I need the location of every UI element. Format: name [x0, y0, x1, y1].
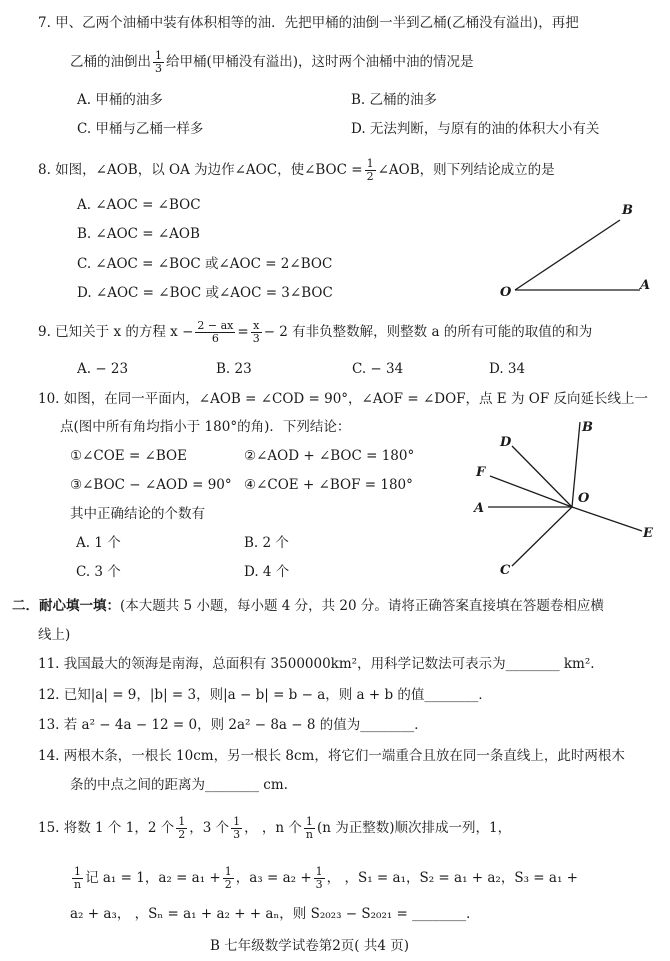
ray-of: [490, 476, 572, 507]
frac-den: n: [305, 828, 313, 841]
q8-angle-figure: [490, 196, 660, 306]
label-f: F: [476, 465, 486, 480]
q15-text: ， ，n 个: [244, 820, 302, 836]
q15-text: (n 为正整数)顺次排成一列，1，: [316, 820, 512, 836]
fraction: [223, 866, 234, 891]
frac-num: 1: [366, 157, 374, 170]
q15-line2: [70, 866, 578, 891]
frac-num: 1: [72, 866, 83, 879]
frac-den: n: [74, 878, 82, 891]
q7-option-b: B. 乙桶的油多: [351, 92, 438, 108]
fraction: [153, 50, 164, 75]
ray-oc: [512, 507, 572, 566]
label-b: B: [622, 203, 633, 218]
q15-text: 记 a₁ = 1，a₂ = a₁ +: [85, 870, 221, 886]
frac-num: 1: [304, 816, 315, 829]
frac-num: x: [251, 320, 262, 333]
label-a: A: [640, 278, 651, 293]
q7-option-c: C. 甲桶与乙桶一样多: [77, 121, 204, 137]
label-b: B: [582, 420, 593, 435]
frac-den: 3: [155, 62, 162, 75]
q7-option-a: A. 甲桶的油多: [77, 92, 163, 108]
q13: 13. 若 a² − 4a − 12 = 0，则 2a² − 8a − 8 的值为________．: [38, 717, 428, 733]
q12: 12. 已知|a| = 9，|b| = 3，则|a − b| = b − a，则 a + b 的值________．: [38, 687, 492, 703]
fraction: [314, 866, 325, 891]
q15-text: ， ，S₁ = a₁，S₂ = a₁ + a₂，S₃ = a₁ +: [326, 870, 578, 886]
frac-den: 2: [224, 878, 232, 891]
q8-option-b: B. ∠AOC = ∠AOB: [77, 226, 200, 242]
q7-line2-b: 给甲桶(甲桶没有溢出)，这时两个油桶中油的情况是: [166, 54, 474, 70]
label-a: A: [474, 501, 485, 516]
q7-option-d: D. 无法判断，与原有的油的体积大小有关: [351, 121, 600, 137]
q10-statement-1: ①∠COE = ∠BOE: [70, 448, 187, 464]
q8-option-c: C. ∠AOC = ∠BOC 或∠AOC = 2∠BOC: [77, 256, 333, 272]
frac-num: 1: [224, 865, 232, 878]
q9-stem-b: − 2 有非负整数解，则整数 a 的所有可能的取值的和为: [263, 324, 593, 340]
frac-num: 1: [233, 815, 241, 828]
frac-den: 6: [211, 332, 219, 345]
q9-option-b: B. 23: [216, 361, 252, 377]
frac-num: 2 − ax: [197, 319, 234, 332]
fraction: [251, 320, 262, 345]
label-o: O: [500, 285, 512, 300]
q10-statement-2: ②∠AOD + ∠BOC = 180°: [244, 448, 415, 464]
q10-option-d: D. 4 个: [244, 564, 290, 580]
fraction: [231, 816, 242, 841]
q10-line2: 点(图中所有角均指小于 180°的角)．下列结论：: [60, 419, 351, 435]
q9-option-a: A. − 23: [77, 361, 129, 377]
q7-line2-a: 乙桶的油倒出: [70, 54, 151, 70]
section2-text-2: 线上): [38, 627, 71, 643]
label-o: O: [578, 491, 590, 506]
frac-num: 1: [155, 49, 162, 62]
section2-heading: [12, 597, 604, 615]
q15-text: ，a₃ = a₂ +: [235, 870, 312, 886]
q8-stem: [38, 158, 555, 183]
q10-option-b: B. 2 个: [244, 535, 289, 551]
section2-label: 二．耐心填一填：: [12, 598, 120, 614]
q15-text: ，3 个: [189, 820, 230, 836]
q10-option-a: A. 1 个: [76, 535, 121, 551]
q9-eq: =: [237, 324, 249, 340]
frac-den: 2: [366, 170, 374, 183]
q10-option-c: C. 3 个: [76, 564, 121, 580]
q14-line2: 条的中点之间的距离为________ cm.: [70, 777, 288, 793]
ray-od: [512, 446, 572, 507]
frac-den: 2: [178, 828, 186, 841]
q7-line2: [70, 50, 474, 75]
fraction: [72, 866, 83, 891]
frac-den: 3: [315, 878, 323, 891]
q14-line1: 14. 两根木条，一根长 10cm，另一根长 8cm，将它们一端重合且放在同一条直线上，此时两根木: [38, 748, 625, 764]
q11: 11. 我国最大的领海是南海，总面积有 3500000km²，用科学记数法可表示为________ km².: [38, 656, 595, 672]
frac-num: 1: [315, 865, 323, 878]
label-c: C: [500, 563, 511, 578]
label-e: E: [643, 526, 653, 541]
q9-stem-a: 9. 已知关于 x 的方程 x −: [38, 324, 194, 340]
q8-stem-a: 8. 如图，∠AOB，以 OA 为边作∠AOC，使∠BOC =: [38, 162, 363, 178]
q10-line5: 其中正确结论的个数有: [70, 506, 205, 522]
frac-den: 3: [233, 828, 241, 841]
q8-option-a: A. ∠AOC = ∠BOC: [77, 197, 201, 213]
section2-text: (本大题共 5 小题，每小题 4 分，共 20 分。请将正确答案直接填在答题卷相应横: [120, 598, 604, 614]
fraction: [304, 816, 315, 841]
page-footer: B 七年级数学试卷第2页( 共4 页): [210, 938, 410, 954]
q15-text: 15. 将数 1 个 1，2 个: [38, 820, 175, 836]
q9-option-c: C. − 34: [352, 361, 404, 377]
q15-line1: [38, 816, 511, 841]
q7-line1: 7. 甲、乙两个油桶中装有体积相等的油．先把甲桶的油倒一半到乙桶(乙桶没有溢出)，再把: [38, 15, 579, 31]
frac-den: 3: [252, 332, 260, 345]
q10-statement-4: ④∠COE + ∠BOF = 180°: [244, 477, 413, 493]
ray-ob: [515, 220, 620, 290]
q9-stem: [38, 320, 592, 345]
q10-line1: 10. 如图，在同一平面内，∠AOB = ∠COD = 90°，∠AOF = ∠DOF，点 E 为 OF 反向延长线上一: [38, 391, 648, 407]
frac-num: 1: [178, 815, 186, 828]
q9-option-d: D. 34: [489, 361, 526, 377]
ray-oe: [572, 507, 642, 531]
q10-statement-3: ③∠BOC − ∠AOD = 90°: [70, 477, 232, 493]
q10-angle-figure: [470, 414, 660, 580]
label-d: D: [500, 435, 512, 450]
q8-stem-b: ∠AOB，则下列结论成立的是: [377, 162, 555, 178]
q15-line3: a₂ + a₃， ，Sₙ = a₁ + a₂ + + aₙ，则 S₂₀₂₃ − S₂₀₂₁ = ________．: [70, 906, 480, 922]
q8-option-d: D. ∠AOC = ∠BOC 或∠AOC = 3∠BOC: [77, 285, 333, 301]
fraction: [195, 320, 235, 345]
fraction: [176, 816, 187, 841]
fraction: [365, 158, 376, 183]
